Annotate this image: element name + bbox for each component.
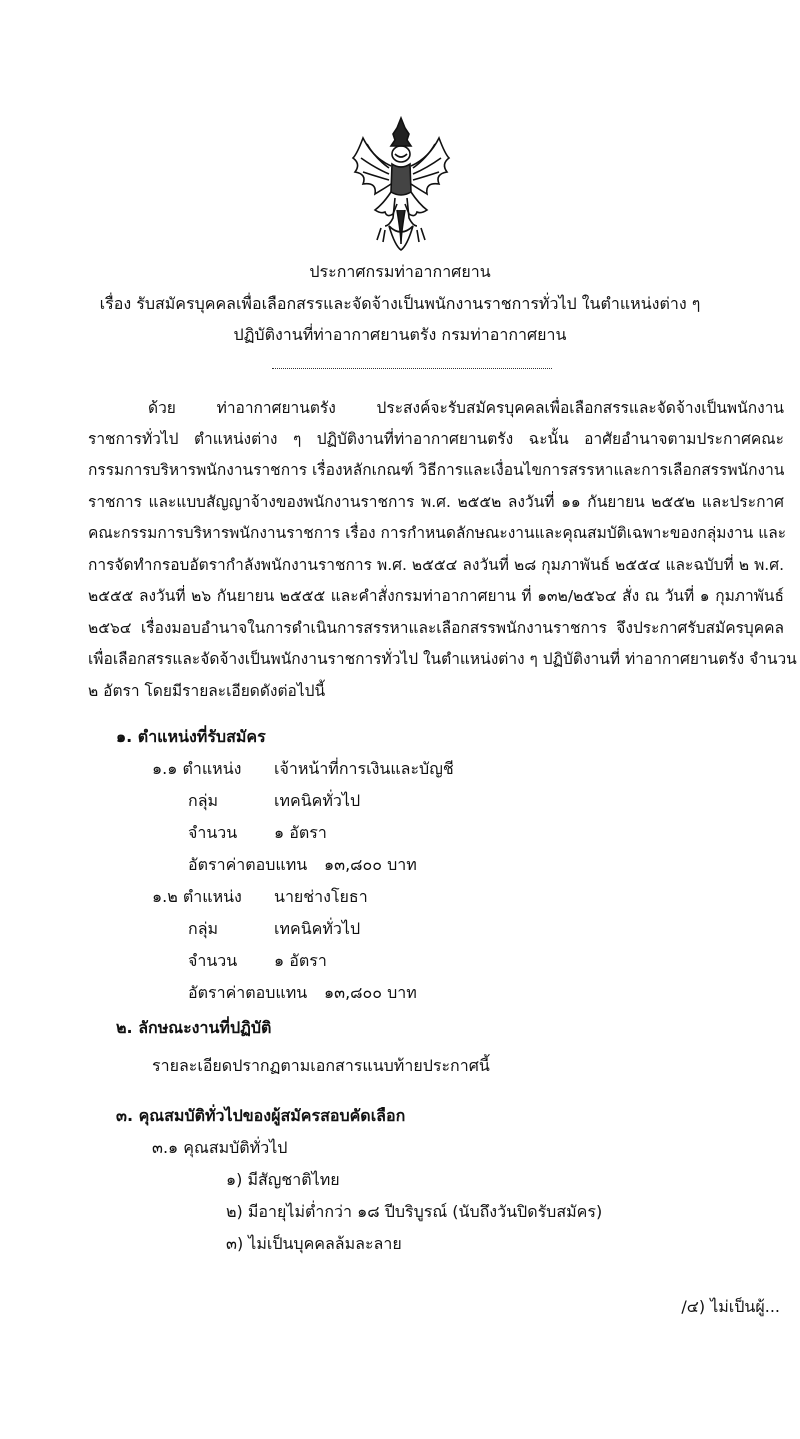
qualification-item: ๑) มีสัญชาติไทย bbox=[226, 1170, 340, 1189]
dotted-divider bbox=[272, 368, 552, 369]
position-2-group: เทคนิคทั่วไป bbox=[274, 919, 361, 938]
position-1-rate: ๑๓,๘๐๐ บาท bbox=[324, 855, 417, 874]
intro-line: ราชการ และแบบสัญญาจ้างของพนักงานราชการ พ.ศ. ๒๕๕๒ ลงวันที่ ๑๑ กันยายน ๒๕๕๒ และประกาศ bbox=[88, 493, 784, 511]
position-2-rate-label: อัตราค่าตอบแทน bbox=[188, 983, 308, 1002]
intro-line: ๒ อัตรา โดยมีรายละเอียดดังต่อไปนี้ bbox=[88, 682, 326, 700]
position-1-count: ๑ อัตรา bbox=[274, 823, 327, 842]
intro-line: การจัดทำกรอบอัตรากำลังพนักงานราชการ พ.ศ. ๒๕๕๔ ลงวันที่ ๒๘ กุมภาพันธ์ ๒๕๕๔ และฉบับที่ ๒ พ.ศ. bbox=[88, 556, 784, 574]
position-2-name: นายช่างโยธา bbox=[274, 887, 368, 906]
position-2-number: ๑.๒ ตำแหน่ง bbox=[152, 887, 242, 906]
position-2-group-label: กลุ่ม bbox=[188, 919, 219, 938]
position-1-group: เทคนิคทั่วไป bbox=[274, 791, 361, 810]
position-1-number: ๑.๑ ตำแหน่ง bbox=[152, 759, 242, 778]
position-1-count-label: จำนวน bbox=[188, 823, 238, 842]
intro-line: ๒๕๖๔ เรื่องมอบอำนาจในการดำเนินการสรรหาและเลือกสรรพนักงานราชการ จึงประกาศรับสมัครบุคคล bbox=[88, 619, 784, 637]
qualification-item: ๓) ไม่เป็นบุคคลล้มละลาย bbox=[226, 1234, 402, 1253]
position-2-count-label: จำนวน bbox=[188, 951, 238, 970]
position-2-rate: ๑๓,๘๐๐ บาท bbox=[324, 983, 417, 1002]
position-1-rate-label: อัตราค่าตอบแทน bbox=[188, 855, 308, 874]
qualification-item: ๒) มีอายุไม่ต่ำกว่า ๑๘ ปีบริบูรณ์ (นับถึงวันปิดรับสมัคร) bbox=[226, 1202, 603, 1221]
section-3-heading: ๓. คุณสมบัติทั่วไปของผู้สมัครสอบคัดเลือก bbox=[116, 1106, 406, 1125]
announcement-subject: เรื่อง รับสมัครบุคคลเพื่อเลือกสรรและจัดจ้างเป็นพนักงานราชการทั่วไป ในตำแหน่งต่าง ๆ bbox=[99, 294, 701, 313]
section-2-text: รายละเอียดปรากฏตามเอกสารแนบท้ายประกาศนี้ bbox=[152, 1056, 490, 1075]
garuda-emblem-icon bbox=[345, 114, 457, 254]
position-1-name: เจ้าหน้าที่การเงินและบัญชี bbox=[274, 759, 454, 778]
section-1-heading: ๑. ตำแหน่งที่รับสมัคร bbox=[116, 727, 266, 746]
intro-line: ราชการทั่วไป ตำแหน่งต่าง ๆ ปฏิบัติงานที่ท่าอากาศยานตรัง ฉะนั้น อาศัยอำนาจตามประกาศคณะ bbox=[88, 430, 784, 448]
section-3-subheading: ๓.๑ คุณสมบัติทั่วไป bbox=[152, 1138, 288, 1157]
announcement-subject-line2: ปฏิบัติงานที่ท่าอากาศยานตรัง กรมท่าอากาศยาน bbox=[233, 325, 567, 344]
announcement-title: ประกาศกรมท่าอากาศยาน bbox=[309, 262, 491, 281]
section-2-heading: ๒. ลักษณะงานที่ปฏิบัติ bbox=[116, 1018, 272, 1037]
position-2-count: ๑ อัตรา bbox=[274, 951, 327, 970]
position-1-group-label: กลุ่ม bbox=[188, 791, 219, 810]
intro-line: กรรมการบริหารพนักงานราชการ เรื่องหลักเกณฑ์ วิธีการและเงื่อนไขการสรรหาและการเลือกสรรพนักงาน bbox=[88, 461, 785, 479]
intro-line: ด้วย ท่าอากาศยานตรัง ประสงค์จะรับสมัครบุคคลเพื่อเลือกสรรและจัดจ้างเป็นพนักงาน bbox=[148, 399, 784, 417]
intro-line: เพื่อเลือกสรรและจัดจ้างเป็นพนักงานราชการทั่วไป ในตำแหน่งต่าง ๆ ปฏิบัติงานที่ ท่าอากาศยานตรัง จำนวน bbox=[88, 650, 797, 668]
intro-line: คณะกรรมการบริหารพนักงานราชการ เรื่อง การกำหนดลักษณะงานและคุณสมบัติเฉพาะของกลุ่มงาน และ bbox=[88, 524, 787, 542]
intro-line: ๒๕๕๕ ลงวันที่ ๒๖ กันยายน ๒๕๕๕ และคำสั่งกรมท่าอากาศยาน ที่ ๑๓๒/๒๕๖๔ สั่ง ณ วันที่ ๑ กุมภาพันธ์ bbox=[88, 587, 784, 605]
continuation-note: /๔) ไม่เป็นผู้... bbox=[681, 1297, 780, 1316]
